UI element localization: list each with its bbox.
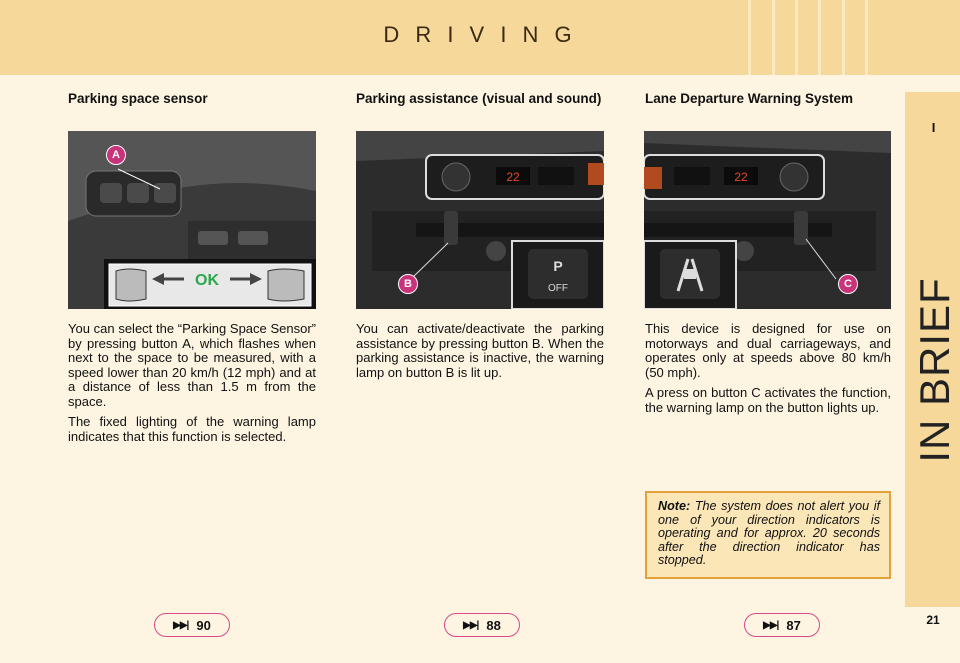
note-label: Note: xyxy=(658,499,691,513)
skip-forward-icon: ▶▶| xyxy=(463,619,479,631)
paragraph: You can activate/deactivate the parking assistance by pressing button B. When the parking assistance is inactive, the warning lamp on button B is lit up. xyxy=(356,321,604,380)
ref-page: 90 xyxy=(196,617,211,633)
callout-a: A xyxy=(106,145,126,165)
note-box xyxy=(645,491,891,579)
page-title: D R I V I N G xyxy=(383,22,577,47)
chapter-label: IN BRIEF xyxy=(911,277,958,463)
callout-b: B xyxy=(398,274,418,294)
sensor-display-ok: OK xyxy=(195,272,219,289)
section-title-parking-assistance: Parking assistance (visual and sound) xyxy=(356,91,602,106)
section-title-lane-departure: Lane Departure Warning System xyxy=(645,91,854,106)
note-text: The system does not alert you if one of your direction indicators is operating and for approx. 20 seconds after the direction indicator has stopped. xyxy=(658,499,881,567)
paragraph: This device is designed for use on motorways and dual carriageways, and operates only at speeds above 80 km/h (50 mph). xyxy=(645,321,891,380)
page-ref-90[interactable] xyxy=(154,613,230,637)
text-lane-departure xyxy=(645,322,891,421)
paragraph: A press on button C activates the function, the warning lamp on the button lights up. xyxy=(645,385,891,415)
button-off-label: OFF xyxy=(548,283,568,294)
text-parking-space-sensor xyxy=(68,322,316,450)
page-ref-87[interactable] xyxy=(744,613,820,637)
skip-forward-icon: ▶▶| xyxy=(763,619,779,631)
paragraph: The fixed lighting of the warning lamp indicates that this function is selected. xyxy=(68,414,316,444)
chapter-mark: I xyxy=(931,120,936,135)
skip-forward-icon: ▶▶| xyxy=(173,619,189,631)
page-number: 21 xyxy=(926,613,940,627)
ref-page: 88 xyxy=(486,617,501,633)
callout-c: C xyxy=(838,274,858,294)
paragraph: You can select the “Parking Space Sensor” by pressing button A, which flashes when next to the space to be measured, with a speed lower than 20 km/h (12 mph) and at a distance of less than 1.5 m from the space. xyxy=(68,321,316,409)
page-ref-88[interactable] xyxy=(444,613,520,637)
text-parking-assistance xyxy=(356,322,604,386)
photo-parking-space-sensor xyxy=(68,131,316,309)
svg-text:22: 22 xyxy=(734,170,748,184)
svg-text:22: 22 xyxy=(506,170,520,184)
svg-text:P: P xyxy=(553,258,563,274)
section-title-parking-space-sensor: Parking space sensor xyxy=(68,91,208,106)
photo-parking-assistance xyxy=(356,131,604,309)
ref-page: 87 xyxy=(786,617,801,633)
